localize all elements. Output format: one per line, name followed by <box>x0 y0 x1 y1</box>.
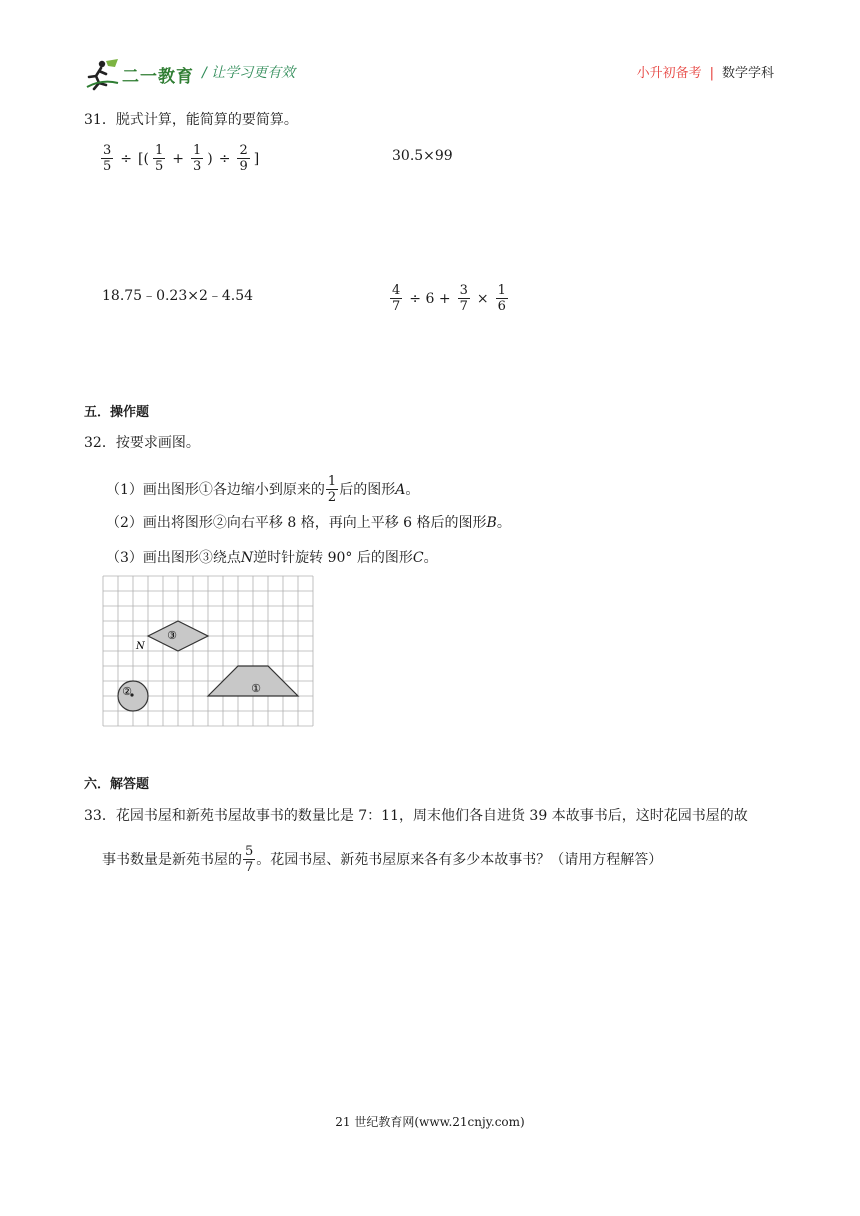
q33-line-2: 事书数量是新苑书屋的 $\frac{5}{7}$ 。花园书屋、新苑书屋原来各有多少本故事书？（请用方程解答） <box>102 844 663 875</box>
q32-title: 32．按要求画图。 <box>84 435 200 451</box>
section-5-heading: 五．操作题 <box>84 405 150 420</box>
q31-expression-4: $\frac{4}{7}$ ÷ 6 + $\frac{3}{7}$ × $\frac{1}{6}$ <box>392 283 506 314</box>
fraction: $\frac{5}{7}$ <box>245 844 254 875</box>
header-right <box>637 62 774 81</box>
q31-expression-2: 30.5×99 <box>392 148 453 164</box>
header-exam-label: 小升初备考 <box>636 66 702 81</box>
drawing-grid <box>102 575 314 728</box>
fraction: $\frac{1}{2}$ <box>327 474 337 505</box>
fraction: $\frac{1}{5}$ <box>154 143 164 174</box>
running-man-logo-icon <box>84 57 120 91</box>
q32-item-3: （3）画出图形③绕点N逆时针旋转 90° 后的图形C。 <box>106 550 438 566</box>
header-separator: | <box>709 66 714 81</box>
shape-3-label: ③ <box>167 629 177 642</box>
fraction: $\frac{3}{7}$ <box>459 283 468 314</box>
fraction: $\frac{3}{5}$ <box>103 143 112 174</box>
shape-1-label: ① <box>251 682 261 695</box>
header-subject-label: 数学学科 <box>721 66 774 81</box>
fraction: $\frac{1}{6}$ <box>497 283 506 314</box>
section-6-heading: 六．解答题 <box>84 777 150 792</box>
q31-expression-1: $\frac{3}{5}$ ÷ [( $\frac{1}{5}$ + $\frac{1}{3}$ ) ÷ $\frac{2}{9}$ ] <box>103 143 260 174</box>
logo-text: 二一教育 <box>122 66 194 87</box>
q31-title: 31．脱式计算，能简算的要简算。 <box>84 112 298 128</box>
site-logo <box>84 56 194 92</box>
shape-2-label: ② <box>122 685 132 698</box>
q33-line-1: 33．花园书屋和新苑书屋故事书的数量比是 7：11，周末他们各自进货 39 本故事书后，这时花园书屋的故 <box>84 808 748 824</box>
q31-expression-3: 18.75﹣0.23×2﹣4.54 <box>102 288 254 304</box>
fraction: $\frac{2}{9}$ <box>239 143 248 174</box>
shape-3-rhombus <box>148 621 208 651</box>
page-footer: 21 世纪教育网(www.21cnjy.com) <box>335 1115 525 1129</box>
fraction: $\frac{4}{7}$ <box>392 283 401 314</box>
q32-item-2: （2）画出将图形②向右平移 8 格，再向上平移 6 格后的图形B。 <box>106 515 511 531</box>
q32-item-1: （1）画出图形①各边缩小到原来的 $\frac{1}{2}$ 后的图形 A 。 <box>106 474 420 505</box>
fraction: $\frac{1}{3}$ <box>192 143 202 174</box>
point-n-label: N <box>136 641 145 652</box>
header-slogan: / 让学习更有效 <box>202 65 296 81</box>
